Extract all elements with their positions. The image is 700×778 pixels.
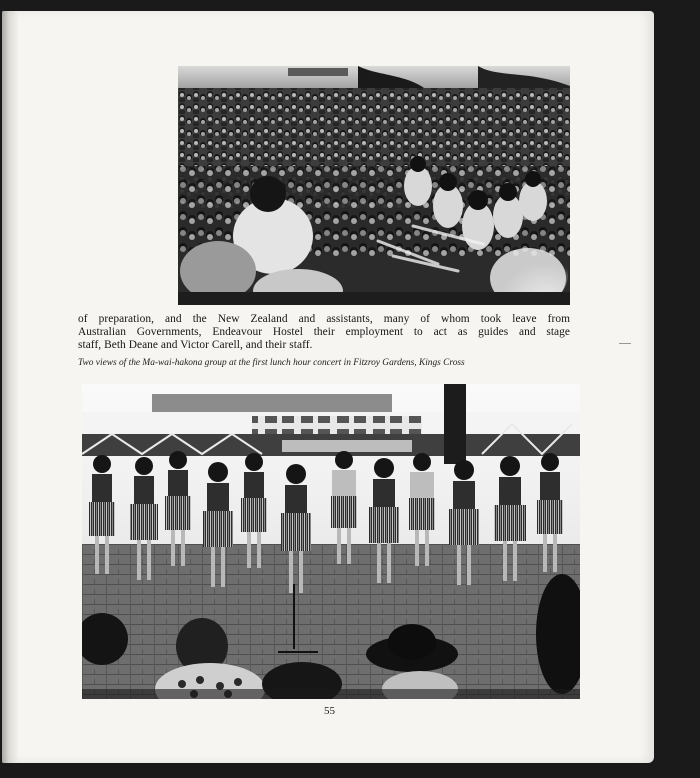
page-number: 55 (324, 705, 335, 717)
body-line: staff, Beth Deane and Victor Carell, and their staff. (78, 339, 313, 352)
top-photograph (178, 66, 570, 305)
book-page (2, 11, 654, 763)
bottom-photograph (82, 384, 580, 699)
body-paragraph (78, 313, 570, 353)
photo-caption: Two views of the Ma-wai-hakona group at the first lunch hour concert in Fitzroy Gardens, Kings Cross (78, 358, 465, 368)
bottom-photo-graphic (82, 384, 580, 699)
top-photo-graphic (178, 66, 570, 305)
page-gutter-shadow (2, 11, 18, 763)
body-line: Australian Governments, Endeavour Hostel their employment to act as guides and stage (78, 326, 570, 339)
margin-mark (619, 343, 631, 344)
body-line: of preparation, and the New Zealand and assistants, many of whom took leave from (78, 313, 570, 325)
